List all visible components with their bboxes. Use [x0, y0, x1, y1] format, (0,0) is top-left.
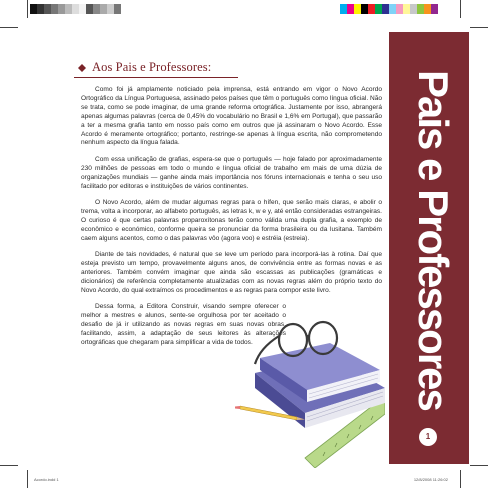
- crop-mark: [27, 0, 28, 18]
- section-heading: [74, 59, 238, 81]
- heading-underline: [74, 77, 238, 78]
- footer-file: Acordo.indd 1: [34, 477, 59, 482]
- diamond-icon: [78, 64, 86, 72]
- crop-mark: [460, 0, 461, 18]
- footer-date: 12/8/2008 11:26:02: [413, 477, 448, 482]
- crop-mark: [0, 27, 18, 28]
- crop-mark: [460, 470, 461, 488]
- crop-mark: [27, 470, 28, 488]
- color-bar: [0, 0, 488, 16]
- books-glasses-illustration: [235, 318, 385, 468]
- page-number: 1: [419, 428, 437, 446]
- crop-mark: [470, 465, 488, 466]
- sidebar-title: [402, 70, 457, 450]
- crop-mark: [0, 465, 18, 466]
- paragraph: Dessa forma, a Editora Construir, visando sempre oferecer o melhor a mestres e alunos, sente-se orgulhosa por ter aceitado o desafio de já ir utilizando as novas regras em suas novas obras, facilitando, assim, a adaptação de seus leitores às alterações ortográficas que chegaram para simplificar a vida de todos.: [81, 303, 286, 346]
- article-body: [81, 86, 382, 355]
- heading-title: Aos Pais e Professores:: [92, 60, 212, 74]
- paragraph: O Novo Acordo, além de mudar algumas regras para o hífen, que serão mais claras, e abolir o trema, volta a incorporar, ao alfabeto português, as letras k, w e y, até então consideradas estrangeiras. O curioso é que certas palavras proparoxítonas terão como válida uma dupla grafia, a exemplo de econômico e económico, conforme queira se pronunciar da forma brasileira ou da lusitana. Também caem alguns acentos, como o das palavras vôo (agora voo) e estréia (estreia).: [81, 198, 382, 242]
- paragraph: Como foi já amplamente noticiado pela imprensa, está entrando em vigor o Novo Acordo Ortográfico da Língua Portuguesa, assinado pelos países que têm o português como língua oficial. Não se trata, como se pode imaginar, de uma grande reforma ortográfica. Justamente por isso, abrangerá apenas algumas palavras (cerca de 0,45% do vocabulário no Brasil e 1,6% em Portugal), que passarão a ter a mesma grafia tanto em nosso país como em outros que já assinaram o Novo Acordo. Esse Acordo é meramente ortográfico; portanto, restringe-se apenas à língua escrita, não comprometendo nenhum aspecto da língua falada.: [81, 86, 382, 147]
- paragraph: Com essa unificação de grafias, espera-se que o português — hoje falado por aproximadamente 230 milhões de pessoas em todo o mundo e língua oficial de trabalho em mais de uma dúzia de organizações mundiais — ganhe ainda mais importância nos fóruns internacionais e tenha o seu uso facilitado por editoras e instituições de vários continentes.: [81, 155, 382, 190]
- paragraph: Diante de tais novidades, é natural que se leve um período para incorporá-las à rotina. Daí que esteja previsto um tempo, provavelmente alguns anos, de convivência entre as formas novas e as anteriores. Também convém imaginar que ainda são escassas as publicações (gramáticas e dicionários) de referência completamente atualizadas com as novas regras além do próprio texto do Novo Acordo, do qual extraímos os procedimentos e as regras para compor este livro.: [81, 251, 382, 294]
- sidebar-title-text: Pais e Professores: [410, 70, 457, 410]
- crop-mark: [470, 27, 488, 28]
